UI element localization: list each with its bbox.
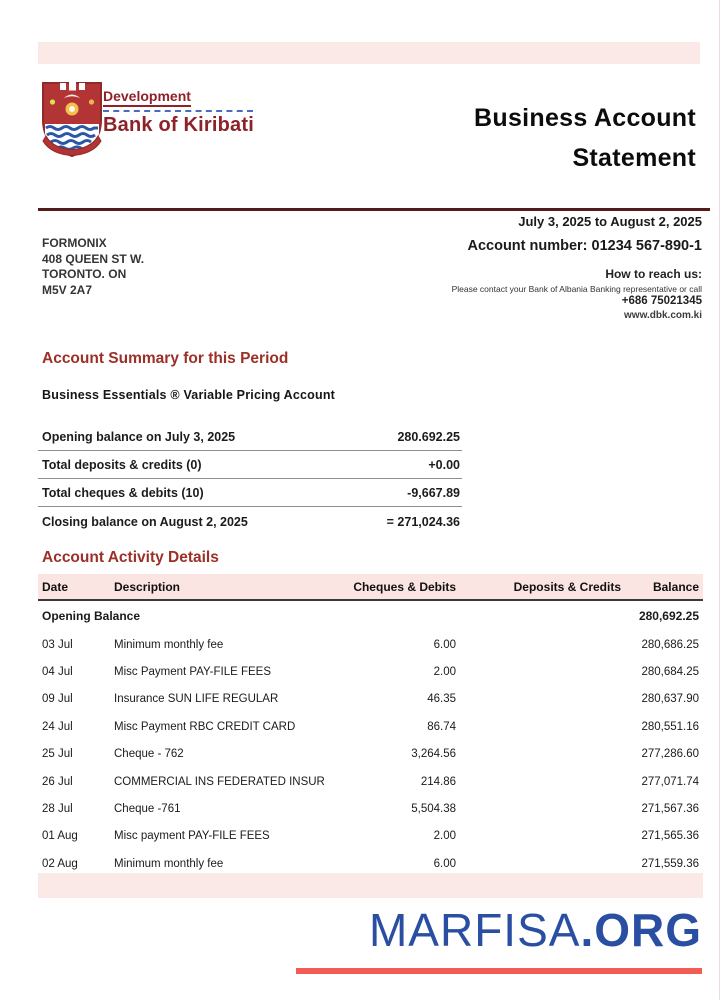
table-row [38,658,703,685]
cell-date: 25 Jul [42,748,73,761]
cell-date: 24 Jul [42,720,73,733]
summary-label: Closing balance on August 2, 2025 [42,515,248,529]
summary-row-debits [38,479,462,507]
column-header-date: Date [42,579,69,594]
cell-balance: 280,686.25 [641,638,699,651]
bank-logo [40,80,104,164]
table-row [38,741,703,768]
account-product-name: Business Essentials ® Variable Pricing Account [42,388,336,402]
cell-debit: 6.00 [433,638,456,651]
summary-value: +0.00 [428,458,460,472]
summary-value: = 271,024.36 [386,515,460,529]
cell-balance: 280,551.16 [641,720,699,733]
table-row [38,795,703,822]
table-row [38,713,703,740]
table-row [38,768,703,795]
top-pink-bar [38,42,700,64]
cell-description: Misc payment PAY-FILE FEES [114,830,270,843]
kiribati-crest-icon [40,80,104,164]
table-row [38,686,703,713]
recipient-address-line1: 408 QUEEN ST W. [42,251,145,266]
contact-phone: +686 75021345 [621,295,702,307]
cell-debit: 2.00 [433,666,456,679]
summary-label: Opening balance on July 3, 2025 [42,430,236,444]
watermark-main-text: MARFISA [368,904,581,956]
cell-description: Misc Payment RBC CREDIT CARD [114,720,296,733]
cell-description: Cheque -761 [114,803,181,816]
cell-description: Cheque - 762 [114,748,184,761]
cell-date: 28 Jul [42,803,73,816]
cell-description: Misc Payment PAY-FILE FEES [114,666,272,679]
recipient-name: FORMONIX [42,236,107,250]
site-watermark [369,903,702,957]
watermark-suffix-text: .ORG [580,904,702,956]
cell-balance: 280,637.90 [641,693,699,706]
summary-row-closing [38,507,462,535]
cell-debit: 3,264.56 [411,748,456,761]
statement-period: July 3, 2025 to August 2, 2025 [518,214,702,229]
cell-debit: 2.00 [433,830,456,843]
summary-label: Total deposits & credits (0) [42,458,202,472]
cell-date: 26 Jul [42,775,73,788]
contact-heading: How to reach us: [605,267,702,281]
cell-date: 04 Jul [42,666,73,679]
cell-debit: 86.74 [427,720,456,733]
account-activity-table [38,574,703,878]
bottom-pink-bar [38,873,703,898]
contact-website[interactable]: www.dbk.com.ki [624,310,702,321]
cell-description: COMMERCIAL INS FEDERATED INSUR [114,775,325,788]
cell-debit: 46.35 [427,693,456,706]
brand-development-label: Development [103,88,191,107]
header-divider-rule [38,208,710,211]
brand-block [103,88,254,137]
contact-instructions: Please contact your Bank of Albania Banking representative or call [451,284,702,294]
cell-date: 03 Jul [42,638,73,651]
document-title [474,98,696,178]
table-row [38,631,703,658]
summary-row-deposits [38,451,462,479]
column-header-balance: Balance [652,579,699,594]
summary-section-heading: Account Summary for this Period [42,350,289,367]
document-title-line1: Business Account [474,104,696,132]
cell-date: 01 Aug [42,830,78,843]
table-row-opening-balance [38,601,703,631]
activity-table-header [38,574,703,601]
brand-bank-name: Bank of Kiribati [103,114,254,136]
column-header-credits: Deposits & Credits [513,579,621,594]
cell-description: Insurance SUN LIFE REGULAR [114,693,279,706]
column-header-description: Description [114,579,181,594]
cell-balance: 280,684.25 [641,666,699,679]
cell-date: 02 Aug [42,857,78,870]
cell-description: Minimum monthly fee [114,857,224,870]
cell-debit: 6.00 [433,857,456,870]
recipient-address-line2: TORONTO. ON [42,267,127,281]
summary-row-opening [38,423,462,451]
watermark-red-underline [296,968,702,974]
summary-value: 280.692.25 [397,430,460,444]
recipient-address-line3: M5V 2A7 [42,282,93,297]
brand-dashed-divider [103,110,253,112]
cell-debit: 214.86 [420,775,456,788]
recipient-address-block [42,236,144,298]
cell-balance: 277,286.60 [641,748,699,761]
cell-balance: 271,567.36 [641,803,699,816]
summary-label: Total cheques & debits (10) [42,486,204,500]
cell-description: Minimum monthly fee [114,638,224,651]
cell-debit: 5,504.38 [411,803,456,816]
cell-balance: 277,071.74 [641,775,699,788]
table-row [38,823,703,850]
cell-date: 09 Jul [42,693,73,706]
cell-balance: 271,565.36 [641,830,699,843]
summary-value: -9,667.89 [407,486,460,500]
account-number: Account number: 01234 567-890-1 [467,238,702,254]
opening-balance-label: Opening Balance [42,609,141,623]
document-title-line2: Statement [572,144,696,172]
activity-section-heading: Account Activity Details [42,549,219,566]
column-header-debits: Cheques & Debits [353,579,456,594]
account-summary-table [38,423,462,535]
cell-balance: 271,559.36 [641,857,699,870]
opening-balance-value: 280,692.25 [638,609,699,623]
